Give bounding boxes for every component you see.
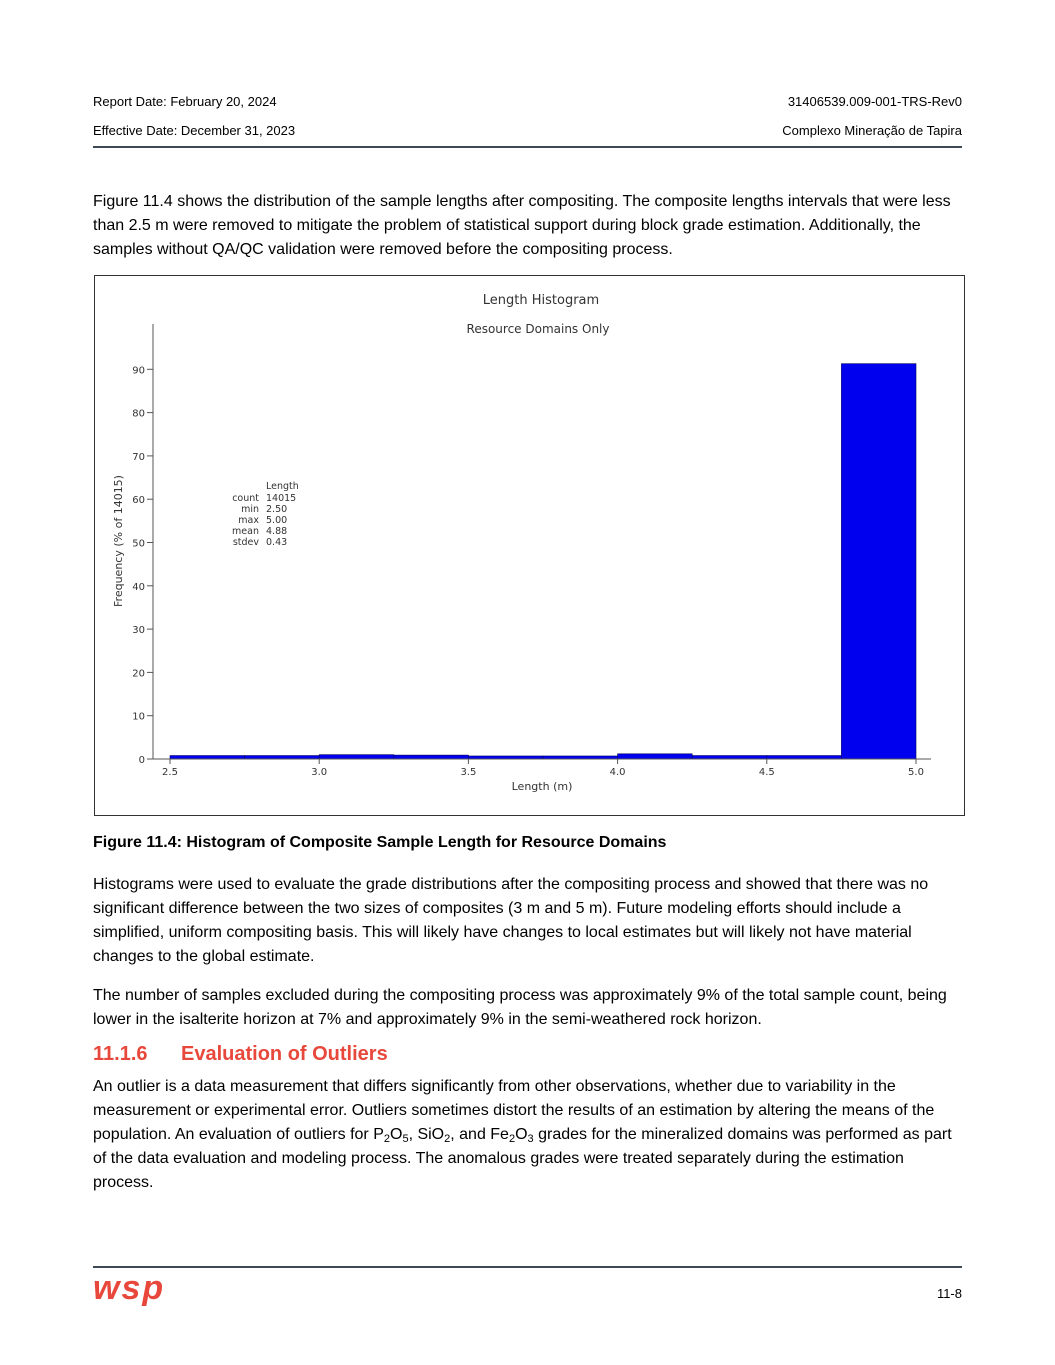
- stats-mean-label: mean: [232, 526, 259, 537]
- histogram-paragraph: Histograms were used to evaluate the grade distributions after the compositing process and showed that there was no significant difference between the two sizes of composites (3 m and 5 m). Future modeling efforts should include a simplified, uniform compositing basis. This will likely have changes to local estimates but will likely not have material changes to the global estimate.: [93, 876, 929, 965]
- stats-box: [232, 481, 299, 548]
- wsp-logo: wsp: [93, 1269, 166, 1307]
- project-name: Complexo Mineração de Tapira: [782, 123, 962, 138]
- report-date: Report Date: February 20, 2024: [93, 94, 277, 109]
- x-tick-label-4: 4.5: [758, 767, 775, 778]
- x-tick-label-1: 3.0: [311, 767, 328, 778]
- stats-count-value: 14015: [266, 493, 297, 504]
- x-axis-label: Length (m): [511, 780, 573, 793]
- y-tick-label-0: 0: [138, 755, 145, 766]
- x-tick-label-0: 2.5: [162, 767, 178, 778]
- header-rule: [93, 146, 962, 148]
- footer-rule: [93, 1266, 962, 1268]
- histogram-bar-6: [618, 754, 693, 759]
- y-tick-label-10: 10: [132, 711, 145, 723]
- y-tick-label-80: 80: [132, 408, 145, 420]
- figure-frame: [94, 275, 965, 816]
- y-tick-label-40: 40: [132, 581, 145, 593]
- intro-paragraph: Figure 11.4 shows the distribution of the sample lengths after compositing. The composite lengths intervals that were less than 2.5 m were removed to mitigate the problem of statistical support during block grade estimation. Additionally, the samples without QA/QC validation were removed before the compositing process.: [93, 193, 951, 258]
- stats-min-label: min: [241, 504, 259, 515]
- histogram-bar-3: [394, 755, 469, 759]
- stats-stdev-label: stdev: [232, 537, 259, 548]
- effective-date: Effective Date: December 31, 2023: [93, 123, 296, 138]
- section-number: 11.1.6: [93, 1043, 148, 1065]
- y-tick-label-20: 20: [132, 668, 145, 680]
- y-tick-label-30: 30: [132, 625, 145, 637]
- y-tick-label-50: 50: [132, 538, 145, 550]
- chart-title: Length Histogram: [482, 293, 600, 308]
- stats-header: Length: [266, 481, 299, 492]
- y-axis-label: Frequency (% of 14015): [112, 475, 125, 607]
- x-tick-label-5: 5.0: [908, 767, 924, 778]
- histogram-bar-1: [245, 756, 320, 759]
- stats-count-label: count: [232, 493, 259, 504]
- stats-max-value: 5.00: [266, 515, 288, 526]
- y-tick-label-90: 90: [132, 365, 145, 377]
- section-title: Evaluation of Outliers: [181, 1043, 388, 1065]
- stats-mean-value: 4.88: [266, 526, 288, 537]
- x-tick-label-3: 4.0: [609, 767, 626, 778]
- stats-max-label: max: [238, 515, 259, 526]
- figure-caption: Figure 11.4: Histogram of Composite Sample Length for Resource Domains: [93, 834, 667, 851]
- histogram-bar-2: [319, 755, 394, 759]
- x-tick-label-2: 3.5: [460, 767, 477, 778]
- length-histogram: [95, 276, 964, 815]
- chart-subtitle: Resource Domains Only: [466, 322, 610, 336]
- histogram-bar-8: [767, 756, 842, 759]
- outliers-paragraph: An outlier is a data measurement that differs significantly from other observations, whether due to variability in the measurement or experimental error. Outliers sometimes distort the results of an estimation by altering the means of the population. An evaluation of outliers for $P_2O_5$, SiO$_2$, and $Fe_2O_3$ grades for the mineralized domains was performed as part of the data evaluation and modeling process. The anomalous grades were treated separately during the estimation process.: [93, 1078, 952, 1191]
- y-tick-label-70: 70: [132, 451, 145, 463]
- section-heading: [93, 1042, 388, 1066]
- stats-stdev-value: 0.43: [266, 537, 288, 548]
- y-tick-label-60: 60: [132, 495, 145, 507]
- histogram-bar-0: [170, 756, 245, 759]
- document-id: 31406539.009-001-TRS-Rev0: [787, 94, 962, 109]
- histogram-bar-7: [692, 756, 767, 759]
- histogram-bar-9: [841, 364, 916, 759]
- stats-min-value: 2.50: [266, 504, 288, 515]
- excluded-samples-paragraph: The number of samples excluded during the compositing process was approximately 9% of the total sample count, being lower in the isalterite horizon at 7% and approximately 9% in the semi-weathered rock horizon.: [93, 987, 947, 1028]
- page-number: 11-8: [936, 1286, 962, 1301]
